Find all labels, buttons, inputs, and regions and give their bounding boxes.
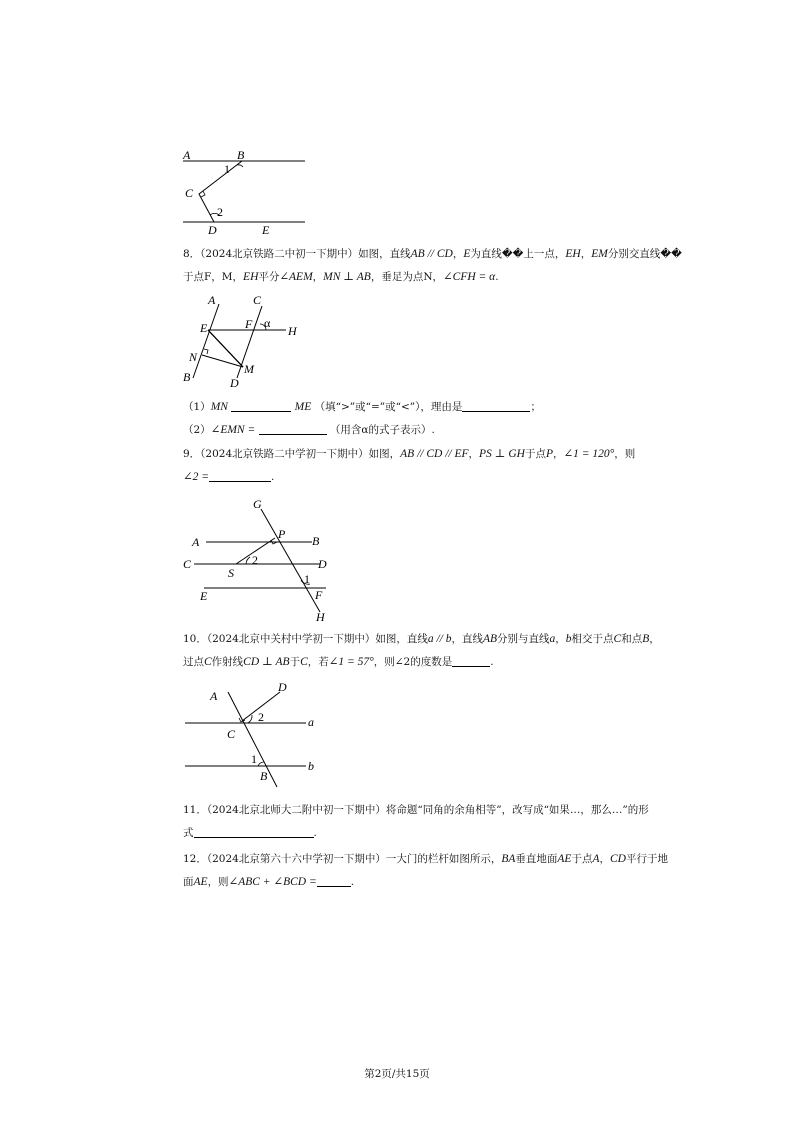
q9-label-b: B [312,534,320,548]
q10-blank[interactable] [452,653,490,667]
q8-blank-1[interactable] [231,398,291,412]
q8-label-m: M [244,362,254,376]
question-11 [183,799,763,845]
question-12 [183,848,763,894]
q10-label-c: C [227,727,236,741]
q8-label-e: E [200,321,208,335]
q9-label-f: F [315,588,323,602]
q9-label-h: H [316,610,325,624]
page-footer: 第2页/共15页 [364,1068,430,1080]
question-9 [183,443,763,489]
q8-blank-2[interactable] [259,421,327,435]
q10-figure [180,680,330,790]
q8-part-2: （2）∠EMN = （用含α的式子表示）. [183,419,763,442]
q9-label-p: P [278,527,286,541]
question-8-parts [183,396,763,442]
q9-angle-2: 2 [252,553,258,567]
q7-angle-2: 2 [217,205,223,219]
q9-label-a: A [192,535,200,549]
q9-label-s: S [228,566,234,580]
q7-label-b: B [237,148,245,162]
q11-blank[interactable] [194,824,314,838]
q8-label-d: D [230,376,239,390]
q7-label-e: E [262,223,270,237]
q8-label-c: C [253,293,262,307]
q8-part-1: （1）MN ME （填“>”或“=”或“<”），理由是 ； [183,396,763,419]
q10-line-1: 10．（2024北京中关村中学初一下期中）如图，直线a // b，直线AB分别与直线a，b相交于点C和点B， [183,633,660,645]
q9-figure [180,494,340,624]
q7-label-d: D [208,223,217,237]
q10-label-line-a: a [308,715,314,729]
q8-label-b: B [183,370,191,384]
q8-label-n: N [189,350,198,364]
q11-line-1: 11．（2024北京北师大二附中初一下期中）将命题“同角的余角相等”，改写成“如果…，那么…”的形 [183,804,649,816]
q9-label-d: D [318,557,327,571]
q8-line-2: 于点F，M，EH平分∠AEM，MN ⊥ AB，垂足为点N，∠CFH = α. [183,271,499,283]
q11-line-2: 式 . [183,822,763,845]
q8-line-1: 8．（2024北京铁路二中初一下期中）如图，直线AB // CD，E为直线��上一点，EH，EM分别交直线�� [183,248,682,260]
q10-label-b: B [260,769,268,783]
q10-angle-1: 1 [251,752,257,766]
q9-line-2: ∠2 = . [183,466,763,489]
q12-blank[interactable] [317,873,351,887]
q10-line-2: 过点C作射线CD ⊥ AB于C，若∠1 = 57°，则∠2的度数是 . [183,651,763,674]
q10-label-line-b: b [308,759,314,773]
q8-label-h: H [288,324,297,338]
q9-angle-1: 1 [304,572,310,586]
q7-label-a: A [183,148,191,162]
q8-label-a: A [208,293,216,307]
q9-label-g: G [253,497,262,511]
q7-figure [180,148,310,238]
q7-label-c: C [185,186,194,200]
q7-angle-1: 1 [224,162,230,176]
q12-line-2: 面AE，则∠ABC + ∠BCD = . [183,871,763,894]
q10-label-a: A [210,689,218,703]
q9-line-1: 9．（2024北京铁路二中学初一下期中）如图，AB // CD // EF，PS ⊥ GH于点P，∠1 = 120°，则 [183,448,636,460]
q8-figure [180,292,310,392]
q10-angle-2: 2 [258,710,264,724]
q8-blank-reason[interactable] [462,398,530,412]
question-10 [183,628,763,674]
q8-label-f: F [245,317,253,331]
q8-label-alpha: α [264,316,271,330]
q9-blank[interactable] [209,468,271,482]
q9-label-c: C [183,557,192,571]
q9-label-e: E [200,589,208,603]
q12-line-1: 12．（2024北京第六十六中学初一下期中）一大门的栏杆如图所示，BA垂直地面AE于点A，CD平行于地 [183,853,668,865]
question-8 [183,243,763,289]
q10-label-d: D [278,680,287,694]
